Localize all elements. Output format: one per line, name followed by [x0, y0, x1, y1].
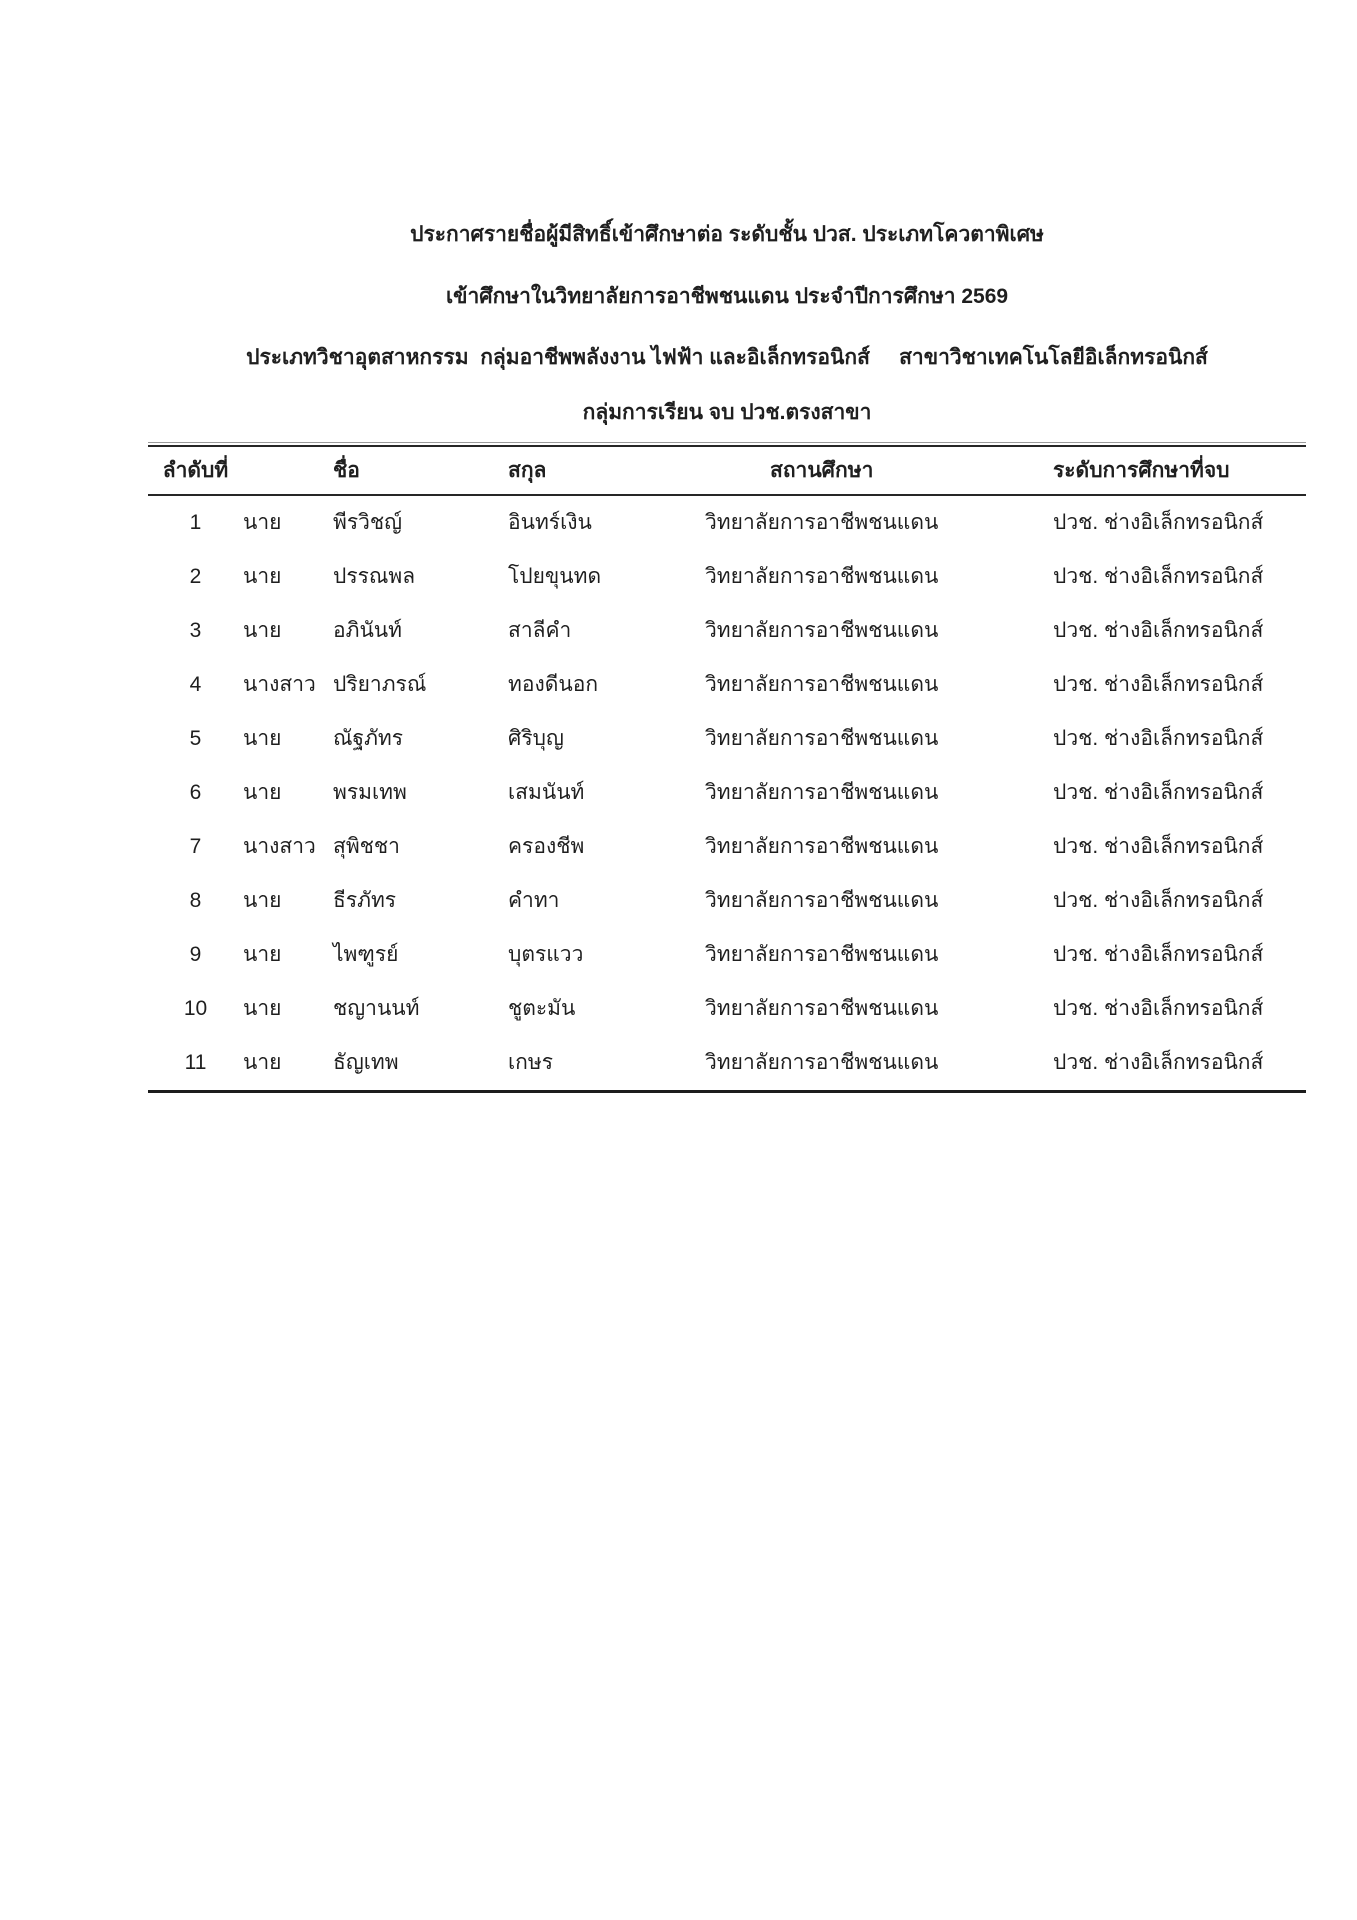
cell-name-title: นาย [243, 511, 282, 534]
cell-first-name: ชญานนท์ [333, 997, 420, 1020]
cell-school: วิทยาลัยการอาชีพชนแดน [705, 727, 939, 750]
cell-name-title: นาย [243, 1051, 282, 1074]
document-title-line2: เข้าศึกษาในวิทยาลัยการอาชีพชนแดน ประจำปีการศึกษา 2569 [445, 285, 1009, 308]
cell-no: 1 [189, 511, 202, 534]
header-no: ลำดับที่ [162, 458, 229, 482]
student-roster-table [148, 442, 1306, 1093]
cell-school: วิทยาลัยการอาชีพชนแดน [705, 565, 939, 588]
cell-name-title: นาย [243, 565, 282, 588]
table-header-row [148, 445, 1306, 496]
table-row [148, 604, 1306, 658]
cell-first-name: สุพิชชา [333, 835, 400, 858]
cell-prior-level: ปวช. ช่างอิเล็กทรอนิกส์ [1053, 511, 1264, 534]
document-title-line1: ประกาศรายชื่อผู้มีสิทธิ์เข้าศึกษาต่อ ระดับชั้น ปวส. ประเภทโควตาพิเศษ [410, 223, 1044, 246]
cell-school: วิทยาลัยการอาชีพชนแดน [705, 835, 939, 858]
cell-no: 6 [189, 781, 202, 804]
cell-first-name: ปริยาภรณ์ [333, 673, 427, 696]
cell-name-title: นางสาว [243, 835, 316, 858]
cell-name-title: นาย [243, 889, 282, 912]
cell-last-name: สาลีคำ [508, 619, 572, 642]
cell-prior-level: ปวช. ช่างอิเล็กทรอนิกส์ [1053, 781, 1264, 804]
cell-first-name: ปรรณพล [333, 565, 416, 588]
cell-first-name: ธัญเทพ [333, 1051, 399, 1074]
cell-no: 2 [189, 565, 202, 588]
cell-last-name: บุตรแวว [508, 943, 584, 966]
cell-last-name: ศิริบุญ [508, 727, 564, 750]
cell-prior-level: ปวช. ช่างอิเล็กทรอนิกส์ [1053, 943, 1264, 966]
header-last-name: สกุล [508, 458, 547, 482]
cell-no: 9 [189, 943, 202, 966]
cell-prior-level: ปวช. ช่างอิเล็กทรอนิกส์ [1053, 1051, 1264, 1074]
cell-last-name: ครองชีพ [508, 835, 585, 858]
cell-school: วิทยาลัยการอาชีพชนแดน [705, 673, 939, 696]
table-row [148, 982, 1306, 1036]
table-row [148, 766, 1306, 820]
cell-name-title: นาย [243, 619, 282, 642]
cell-prior-level: ปวช. ช่างอิเล็กทรอนิกส์ [1053, 727, 1264, 750]
cell-no: 3 [189, 619, 202, 642]
cell-prior-level: ปวช. ช่างอิเล็กทรอนิกส์ [1053, 997, 1264, 1020]
table-row [148, 820, 1306, 874]
header-prior-level: ระดับการศึกษาที่จบ [1053, 458, 1230, 482]
cell-name-title: นาย [243, 943, 282, 966]
cell-first-name: อภินันท์ [333, 619, 403, 642]
cell-no: 4 [189, 673, 202, 696]
cell-school: วิทยาลัยการอาชีพชนแดน [705, 997, 939, 1020]
table-row [148, 874, 1306, 928]
cell-first-name: พีรวิชญ์ [333, 511, 403, 534]
cell-name-title: นางสาว [243, 673, 316, 696]
cell-prior-level: ปวช. ช่างอิเล็กทรอนิกส์ [1053, 619, 1264, 642]
cell-first-name: ธีรภัทร [333, 889, 397, 912]
cell-last-name: ทองดีนอก [508, 673, 599, 696]
program-line: ประเภทวิชาอุตสาหกรรม กลุ่มอาชีพพลังงาน ไฟฟ้า และอิเล็กทรอนิกส์ สาขาวิชาเทคโนโลยีอิเล็กทรอนิกส์ [246, 346, 1208, 369]
cell-prior-level: ปวช. ช่างอิเล็กทรอนิกส์ [1053, 835, 1264, 858]
cell-prior-level: ปวช. ช่างอิเล็กทรอนิกส์ [1053, 673, 1264, 696]
cell-last-name: คำทา [508, 889, 560, 912]
cell-last-name: อินทร์เงิน [508, 511, 592, 534]
cell-last-name: เสมนันท์ [508, 781, 585, 804]
cell-last-name: โปยขุนทด [508, 565, 602, 588]
table-row [148, 496, 1306, 550]
table-row [148, 928, 1306, 982]
table-row [148, 658, 1306, 712]
cell-first-name: ไพฑูรย์ [333, 943, 399, 966]
cell-last-name: เกษร [508, 1051, 554, 1074]
cell-name-title: นาย [243, 727, 282, 750]
cell-name-title: นาย [243, 781, 282, 804]
cell-prior-level: ปวช. ช่างอิเล็กทรอนิกส์ [1053, 565, 1264, 588]
table-row [148, 550, 1306, 604]
cell-school: วิทยาลัยการอาชีพชนแดน [705, 781, 939, 804]
cell-no: 7 [189, 835, 202, 858]
cell-school: วิทยาลัยการอาชีพชนแดน [705, 889, 939, 912]
cell-first-name: พรมเทพ [333, 781, 407, 804]
cell-school: วิทยาลัยการอาชีพชนแดน [705, 943, 939, 966]
study-group-line: กลุ่มการเรียน จบ ปวช.ตรงสาขา [582, 401, 872, 424]
cell-first-name: ณัฐภัทร [333, 727, 404, 750]
table-body [148, 496, 1306, 1093]
cell-school: วิทยาลัยการอาชีพชนแดน [705, 1051, 939, 1074]
header-first-name: ชื่อ [333, 458, 360, 482]
cell-no: 5 [189, 727, 202, 750]
table-row [148, 712, 1306, 766]
cell-no: 11 [184, 1051, 207, 1074]
header-school: สถานศึกษา [770, 458, 874, 482]
cell-no: 10 [183, 997, 208, 1020]
cell-school: วิทยาลัยการอาชีพชนแดน [705, 619, 939, 642]
cell-last-name: ชูตะมัน [508, 997, 576, 1020]
cell-prior-level: ปวช. ช่างอิเล็กทรอนิกส์ [1053, 889, 1264, 912]
cell-no: 8 [189, 889, 202, 912]
cell-school: วิทยาลัยการอาชีพชนแดน [705, 511, 939, 534]
table-row [148, 1036, 1306, 1090]
cell-name-title: นาย [243, 997, 282, 1020]
